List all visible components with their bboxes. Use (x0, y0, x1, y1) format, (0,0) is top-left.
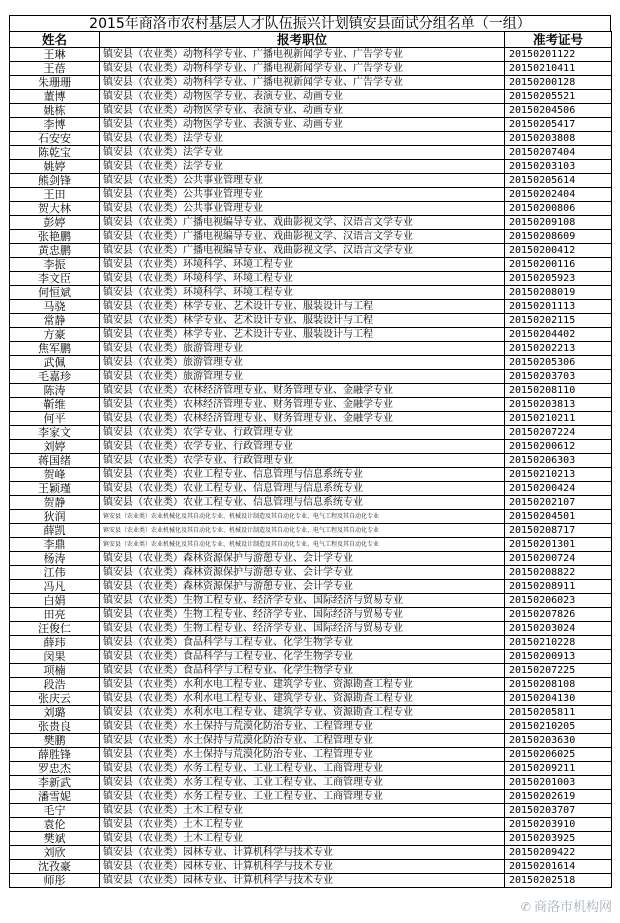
position-text: 镇安县（农业类）公共事业管理专业 (100, 202, 505, 216)
table-row (10, 566, 612, 580)
table-row (10, 538, 612, 552)
table-row (10, 720, 612, 734)
table-row (10, 244, 612, 258)
header-position: 报考职位 (100, 32, 505, 48)
candidate-name: 陈乾宝 (10, 146, 100, 160)
admission-id: 20150203703 (505, 370, 612, 384)
candidate-name: 靳维 (10, 398, 100, 412)
candidate-name: 薛凯 (10, 524, 100, 538)
position-text: 镇安县（农业类）环境科学、环境工程专业 (100, 286, 505, 300)
table-row (10, 650, 612, 664)
candidate-name: 刘欣 (10, 846, 100, 860)
candidate-name: 何平 (10, 412, 100, 426)
admission-id: 20150201113 (505, 300, 612, 314)
candidate-name: 杨涛 (10, 552, 100, 566)
candidate-name: 罗忠杰 (10, 762, 100, 776)
position-text: 镇安县（农业类）农林经济管理专业、财务管理专业、金融学专业 (100, 398, 505, 412)
admission-id: 20150202518 (505, 874, 612, 888)
table-row (10, 874, 612, 888)
table-row (10, 496, 612, 510)
admission-id: 20150204130 (505, 692, 612, 706)
table-row (10, 356, 612, 370)
table-row (10, 370, 612, 384)
candidate-name: 熊剑锋 (10, 174, 100, 188)
table-row (10, 790, 612, 804)
admission-id: 20150200412 (505, 244, 612, 258)
candidate-name: 彭婷 (10, 216, 100, 230)
header-row (10, 32, 612, 48)
table-row (10, 482, 612, 496)
roster-sheet (9, 15, 611, 888)
table-row (10, 636, 612, 650)
admission-id: 20150203910 (505, 818, 612, 832)
table-row (10, 132, 612, 146)
table-row (10, 804, 612, 818)
table-row (10, 454, 612, 468)
position-text: 镇安县（农业类）农学专业、行政管理专业 (100, 454, 505, 468)
position-text: 镇安县（农业类）土木工程专业 (100, 832, 505, 846)
position-text: 镇安县（农业类）土木工程专业 (100, 804, 505, 818)
candidate-name: 狄润 (10, 510, 100, 524)
position-text: 镇安县（农业类）农业机械化及其自动化专业、机械设计制造及其自动化专业、电气工程及其自动化专业 (100, 524, 505, 538)
candidate-name: 张庆云 (10, 692, 100, 706)
position-text: 镇安县（农业类）林学专业、艺术设计专业、服装设计与工程 (100, 328, 505, 342)
table-row (10, 300, 612, 314)
candidate-name: 焦军鹏 (10, 342, 100, 356)
table-row (10, 286, 612, 300)
table-row (10, 258, 612, 272)
table-row (10, 552, 612, 566)
candidate-name: 袁伦 (10, 818, 100, 832)
candidate-name: 汪俊仁 (10, 622, 100, 636)
admission-id: 20150203813 (505, 398, 612, 412)
admission-id: 20150210213 (505, 468, 612, 482)
candidate-name: 薛胜锋 (10, 748, 100, 762)
table-row (10, 440, 612, 454)
candidate-name: 李博 (10, 118, 100, 132)
candidate-name: 张艳鹏 (10, 230, 100, 244)
candidate-name: 石安安 (10, 132, 100, 146)
table-row (10, 76, 612, 90)
candidate-name: 董博 (10, 90, 100, 104)
table-row (10, 692, 612, 706)
position-text: 镇安县（农业类）水利水电工程专业、建筑学专业、资源勘查工程专业 (100, 692, 505, 706)
position-text: 镇安县（农业类）动物科学专业、广播电视新闻学专业、广告学专业 (100, 62, 505, 76)
sheet-title: 2015年商洛市农村基层人才队伍振兴计划镇安县面试分组名单（一组） (9, 15, 611, 31)
candidate-name: 张贵良 (10, 720, 100, 734)
position-text: 镇安县（农业类）公共事业管理专业 (100, 174, 505, 188)
admission-id: 20150206025 (505, 748, 612, 762)
admission-id: 20150203630 (505, 734, 612, 748)
candidate-name: 姚栋 (10, 104, 100, 118)
candidate-name: 王颖瑾 (10, 482, 100, 496)
table-row (10, 104, 612, 118)
candidate-name: 王蓓 (10, 62, 100, 76)
admission-id: 20150200128 (505, 76, 612, 90)
admission-id: 20150210211 (505, 412, 612, 426)
table-row (10, 342, 612, 356)
admission-id: 20150202619 (505, 790, 612, 804)
candidate-name: 武佩 (10, 356, 100, 370)
position-text: 镇安县（农业类）动物科学专业、广播电视新闻学专业、广告学专业 (100, 76, 505, 90)
admission-id: 20150208019 (505, 286, 612, 300)
position-text: 镇安县（农业类）土木工程专业 (100, 818, 505, 832)
table-row (10, 776, 612, 790)
watermark (521, 896, 612, 915)
position-text: 镇安县（农业类）生物工程专业、经济学专业、国际经济与贸易专业 (100, 594, 505, 608)
candidate-name: 王田 (10, 188, 100, 202)
table-row (10, 818, 612, 832)
candidate-name: 樊鹏 (10, 734, 100, 748)
roster-table (9, 31, 612, 888)
admission-id: 20150201301 (505, 538, 612, 552)
position-text: 镇安县（农业类）广播电视编导专业、戏曲影视文学、汉语言文学专业 (100, 244, 505, 258)
candidate-name: 蒋国绪 (10, 454, 100, 468)
candidate-name: 沈孜豪 (10, 860, 100, 874)
admission-id: 20150205614 (505, 174, 612, 188)
candidate-name: 李振 (10, 258, 100, 272)
table-row (10, 426, 612, 440)
candidate-name: 朱珊珊 (10, 76, 100, 90)
admission-id: 20150206023 (505, 594, 612, 608)
position-text: 镇安县（农业类）法学专业 (100, 146, 505, 160)
admission-id: 20150201003 (505, 776, 612, 790)
position-text: 镇安县（农业类）动物医学专业、表演专业、动画专业 (100, 90, 505, 104)
table-row (10, 846, 612, 860)
watermark-text: 商洛市机构网 (533, 900, 612, 915)
table-row (10, 230, 612, 244)
admission-id: 20150209422 (505, 846, 612, 860)
wechat-icon: ✆ (520, 900, 531, 914)
position-text: 镇安县（农业类）法学专业 (100, 160, 505, 174)
table-row (10, 160, 612, 174)
table-row (10, 678, 612, 692)
position-text: 镇安县（农业类）环境科学、环境工程专业 (100, 258, 505, 272)
position-text: 镇安县（农业类）生物工程专业、经济学专业、国际经济与贸易专业 (100, 622, 505, 636)
admission-id: 20150204501 (505, 510, 612, 524)
admission-id: 20150207225 (505, 664, 612, 678)
position-text: 镇安县（农业类）水土保持与荒漠化防治专业、工程管理专业 (100, 720, 505, 734)
candidate-name: 李新武 (10, 776, 100, 790)
position-text: 镇安县（农业类）旅游管理专业 (100, 342, 505, 356)
position-text: 镇安县（农业类）园林专业、计算机科学与技术专业 (100, 860, 505, 874)
admission-id: 20150203925 (505, 832, 612, 846)
candidate-name: 冯凡 (10, 580, 100, 594)
position-text: 镇安县（农业类）水土保持与荒漠化防治专业、工程管理专业 (100, 748, 505, 762)
candidate-name: 姚婷 (10, 160, 100, 174)
candidate-name: 师彤 (10, 874, 100, 888)
position-text: 镇安县（农业类）农业机械化及其自动化专业、机械设计制造及其自动化专业、电气工程及其自动化专业 (100, 538, 505, 552)
candidate-name: 贺静 (10, 496, 100, 510)
admission-id: 20150210411 (505, 62, 612, 76)
admission-id: 20150202107 (505, 496, 612, 510)
header-id: 准考证号 (505, 32, 612, 48)
admission-id: 20150200913 (505, 650, 612, 664)
position-text: 镇安县（农业类）园林专业、计算机科学与技术专业 (100, 874, 505, 888)
position-text: 镇安县（农业类）动物科学专业、广播电视新闻学专业、广告学专业 (100, 48, 505, 62)
admission-id: 20150205417 (505, 118, 612, 132)
position-text: 镇安县（农业类）广播电视编导专业、戏曲影视文学、汉语言文学专业 (100, 230, 505, 244)
admission-id: 20150205811 (505, 706, 612, 720)
header-name: 姓名 (10, 32, 100, 48)
candidate-name: 李鼎 (10, 538, 100, 552)
admission-id: 20150207224 (505, 426, 612, 440)
admission-id: 20150203707 (505, 804, 612, 818)
admission-id: 20150208911 (505, 580, 612, 594)
candidate-name: 段浩 (10, 678, 100, 692)
admission-id: 20150201122 (505, 48, 612, 62)
candidate-name: 樊斌 (10, 832, 100, 846)
position-text: 镇安县（农业类）农林经济管理专业、财务管理专业、金融学专业 (100, 412, 505, 426)
position-text: 镇安县（农业类）动物医学专业、表演专业、动画专业 (100, 118, 505, 132)
candidate-name: 贺大林 (10, 202, 100, 216)
table-row (10, 174, 612, 188)
admission-id: 20150201614 (505, 860, 612, 874)
position-text: 镇安县（农业类）水土保持与荒漠化防治专业、工程管理专业 (100, 734, 505, 748)
table-row (10, 468, 612, 482)
position-text: 镇安县（农业类）森林资源保护与游憩专业、会计学专业 (100, 580, 505, 594)
candidate-name: 刘璐 (10, 706, 100, 720)
admission-id: 20150205521 (505, 90, 612, 104)
candidate-name: 毛宁 (10, 804, 100, 818)
position-text: 镇安县（农业类）生物工程专业、经济学专业、国际经济与贸易专业 (100, 608, 505, 622)
position-text: 镇安县（农业类）水利水电工程专业、建筑学专业、资源勘查工程专业 (100, 706, 505, 720)
admission-id: 20150200612 (505, 440, 612, 454)
admission-id: 20150200724 (505, 552, 612, 566)
admission-id: 20150200424 (505, 482, 612, 496)
admission-id: 20150209108 (505, 216, 612, 230)
candidate-name: 马骁 (10, 300, 100, 314)
admission-id: 20150208108 (505, 678, 612, 692)
admission-id: 20150203808 (505, 132, 612, 146)
admission-id: 20150203103 (505, 160, 612, 174)
admission-id: 20150204402 (505, 328, 612, 342)
position-text: 镇安县（农业类）公共事业管理专业 (100, 188, 505, 202)
admission-id: 20150210205 (505, 720, 612, 734)
table-row (10, 314, 612, 328)
table-row (10, 734, 612, 748)
table-row (10, 412, 612, 426)
candidate-name: 薛玮 (10, 636, 100, 650)
candidate-name: 田亮 (10, 608, 100, 622)
candidate-name: 刘婷 (10, 440, 100, 454)
admission-id: 20150205306 (505, 356, 612, 370)
candidate-name: 贺峰 (10, 468, 100, 482)
position-text: 镇安县（农业类）森林资源保护与游憩专业、会计学专业 (100, 552, 505, 566)
table-row (10, 524, 612, 538)
candidate-name: 白娟 (10, 594, 100, 608)
table-row (10, 90, 612, 104)
admission-id: 20150200116 (505, 258, 612, 272)
table-row (10, 398, 612, 412)
candidate-name: 毛嘉珍 (10, 370, 100, 384)
candidate-name: 李文臣 (10, 272, 100, 286)
candidate-name: 陈涛 (10, 384, 100, 398)
admission-id: 20150206303 (505, 454, 612, 468)
position-text: 镇安县（农业类）食品科学与工程专业、化学生物学专业 (100, 636, 505, 650)
position-text: 镇安县（农业类）旅游管理专业 (100, 370, 505, 384)
table-row (10, 272, 612, 286)
position-text: 镇安县（农业类）水务工程专业、工业工程专业、工商管理专业 (100, 790, 505, 804)
candidate-name: 李家文 (10, 426, 100, 440)
admission-id: 20150208609 (505, 230, 612, 244)
position-text: 镇安县（农业类）法学专业 (100, 132, 505, 146)
admission-id: 20150200806 (505, 202, 612, 216)
admission-id: 20150202213 (505, 342, 612, 356)
position-text: 镇安县（农业类）水利水电工程专业、建筑学专业、资源勘查工程专业 (100, 678, 505, 692)
position-text: 镇安县（农业类）农林经济管理专业、财务管理专业、金融学专业 (100, 384, 505, 398)
position-text: 镇安县（农业类）农业工程专业、信息管理与信息系统专业 (100, 482, 505, 496)
candidate-name: 江伟 (10, 566, 100, 580)
position-text: 镇安县（农业类）水务工程专业、工业工程专业、工商管理专业 (100, 762, 505, 776)
candidate-name: 常静 (10, 314, 100, 328)
admission-id: 20150209211 (505, 762, 612, 776)
position-text: 镇安县（农业类）林学专业、艺术设计专业、服装设计与工程 (100, 314, 505, 328)
position-text: 镇安县（农业类）林学专业、艺术设计专业、服装设计与工程 (100, 300, 505, 314)
table-row (10, 48, 612, 62)
admission-id: 20150207826 (505, 608, 612, 622)
table-row (10, 594, 612, 608)
table-row (10, 216, 612, 230)
candidate-name: 黄忠鹏 (10, 244, 100, 258)
table-row (10, 62, 612, 76)
position-text: 镇安县（农业类）农学专业、行政管理专业 (100, 440, 505, 454)
table-row (10, 860, 612, 874)
candidate-name: 潘雪妮 (10, 790, 100, 804)
position-text: 镇安县（农业类）广播电视编导专业、戏曲影视文学、汉语言文学专业 (100, 216, 505, 230)
position-text: 镇安县（农业类）农学专业、行政管理专业 (100, 426, 505, 440)
table-row (10, 580, 612, 594)
table-row (10, 118, 612, 132)
table-row (10, 706, 612, 720)
admission-id: 20150208110 (505, 384, 612, 398)
admission-id: 20150202404 (505, 188, 612, 202)
candidate-name: 闵果 (10, 650, 100, 664)
table-row (10, 664, 612, 678)
position-text: 镇安县（农业类）农业机械化及其自动化专业、机械设计制造及其自动化专业、电气工程及其自动化专业 (100, 510, 505, 524)
admission-id: 20150210228 (505, 636, 612, 650)
table-row (10, 510, 612, 524)
table-row (10, 202, 612, 216)
position-text: 镇安县（农业类）旅游管理专业 (100, 356, 505, 370)
table-row (10, 608, 612, 622)
table-row (10, 748, 612, 762)
table-row (10, 622, 612, 636)
admission-id: 20150203024 (505, 622, 612, 636)
position-text: 镇安县（农业类）食品科学与工程专业、化学生物学专业 (100, 664, 505, 678)
candidate-name: 项楠 (10, 664, 100, 678)
candidate-name: 方豪 (10, 328, 100, 342)
position-text: 镇安县（农业类）环境科学、环境工程专业 (100, 272, 505, 286)
admission-id: 20150208717 (505, 524, 612, 538)
admission-id: 20150207404 (505, 146, 612, 160)
table-row (10, 832, 612, 846)
admission-id: 20150205923 (505, 272, 612, 286)
table-row (10, 762, 612, 776)
table-row (10, 146, 612, 160)
candidate-name: 王琳 (10, 48, 100, 62)
table-row (10, 328, 612, 342)
position-text: 镇安县（农业类）水务工程专业、工业工程专业、工商管理专业 (100, 776, 505, 790)
admission-id: 20150202115 (505, 314, 612, 328)
position-text: 镇安县（农业类）园林专业、计算机科学与技术专业 (100, 846, 505, 860)
position-text: 镇安县（农业类）农业工程专业、信息管理与信息系统专业 (100, 496, 505, 510)
admission-id: 20150208822 (505, 566, 612, 580)
candidate-name: 何恒斌 (10, 286, 100, 300)
admission-id: 20150204506 (505, 104, 612, 118)
position-text: 镇安县（农业类）食品科学与工程专业、化学生物学专业 (100, 650, 505, 664)
position-text: 镇安县（农业类）农业工程专业、信息管理与信息系统专业 (100, 468, 505, 482)
table-row (10, 188, 612, 202)
position-text: 镇安县（农业类）动物医学专业、表演专业、动画专业 (100, 104, 505, 118)
table-row (10, 384, 612, 398)
position-text: 镇安县（农业类）森林资源保护与游憩专业、会计学专业 (100, 566, 505, 580)
